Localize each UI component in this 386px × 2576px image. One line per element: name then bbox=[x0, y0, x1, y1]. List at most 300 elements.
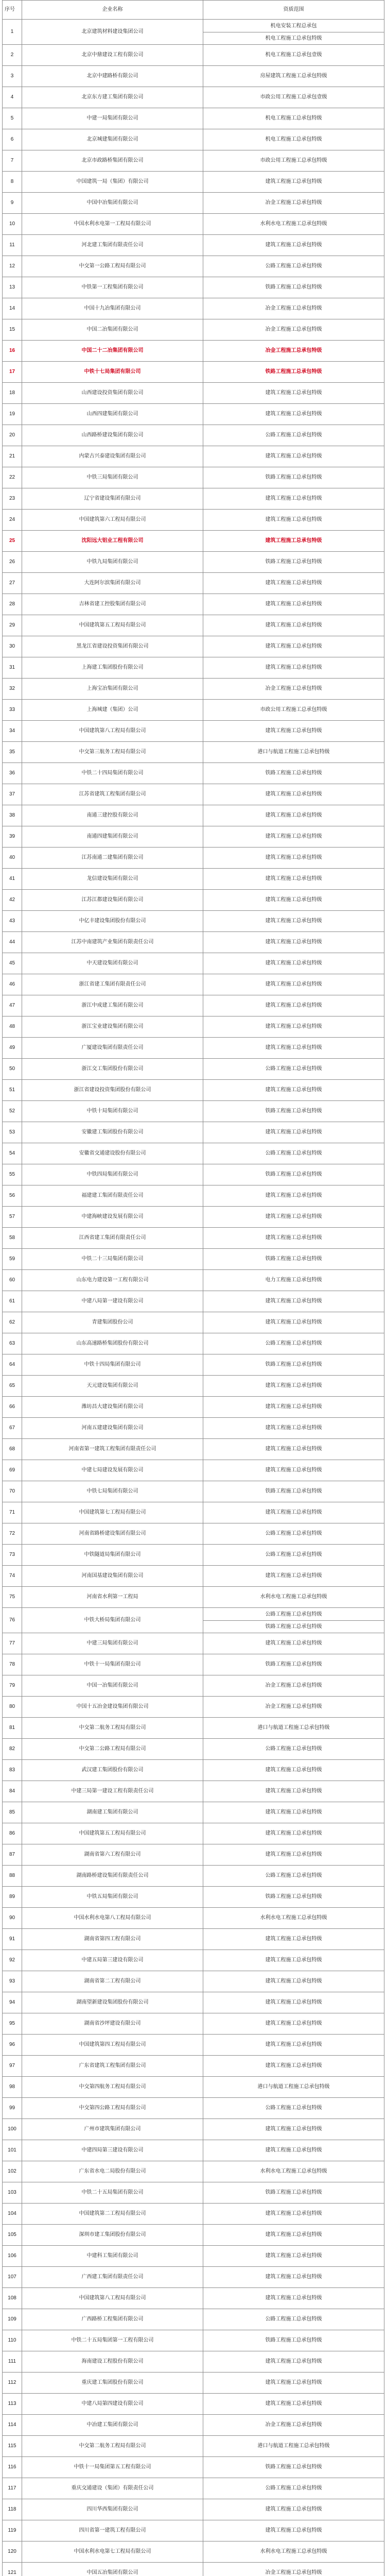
enterprise-name: 深圳市建工集团股份有限公司 bbox=[22, 2225, 203, 2246]
enterprise-name: 中国十五冶金建设集团有限公司 bbox=[22, 1697, 203, 1718]
table-row bbox=[3, 911, 384, 932]
enterprise-name: 河北建工集团有限责任公司 bbox=[22, 235, 203, 256]
table-row bbox=[3, 995, 384, 1016]
table-row bbox=[3, 594, 384, 615]
header-no: 序号 bbox=[3, 1, 22, 20]
table-row bbox=[3, 1587, 384, 1608]
enterprise-name: 中建三局第一建设工程有限责任公司 bbox=[22, 1781, 203, 1802]
qualification-scope: 建筑工程施工总承包特级 bbox=[203, 1950, 384, 1971]
row-number: 94 bbox=[3, 1992, 22, 2013]
enterprise-name: 辽宁省建设集团有限公司 bbox=[22, 488, 203, 510]
qualification-scope: 建筑工程施工总承包特级 bbox=[203, 721, 384, 742]
enterprise-name: 潍坊昌大建设集团有限公司 bbox=[22, 1397, 203, 1418]
table-row bbox=[3, 193, 384, 214]
qualification-scope: 铁路工程施工总承包特级 bbox=[203, 2457, 384, 2478]
qualification-scope: 建筑工程施工总承包特级 bbox=[203, 2351, 384, 2372]
qualification-scope: 建筑工程施工总承包特级 bbox=[203, 2288, 384, 2309]
table-row bbox=[3, 869, 384, 890]
row-number: 34 bbox=[3, 721, 22, 742]
row-number: 71 bbox=[3, 1502, 22, 1523]
enterprise-name: 中国建筑第七工程局有限公司 bbox=[22, 1502, 203, 1523]
row-number: 50 bbox=[3, 1059, 22, 1080]
table-row bbox=[3, 446, 384, 467]
qualification-scope: 建筑工程施工总承包特级 bbox=[203, 2394, 384, 2415]
enterprise-name: 广东省水电二局股份有限公司 bbox=[22, 2161, 203, 2182]
enterprise-name: 黑龙江省建设投资集团有限公司 bbox=[22, 636, 203, 657]
qualification-scope: 建筑工程施工总承包特级 bbox=[203, 1038, 384, 1059]
qualification-scope: 冶金工程施工总承包特级 bbox=[203, 1675, 384, 1697]
row-number: 106 bbox=[3, 2246, 22, 2267]
row-number: 121 bbox=[3, 2563, 22, 2576]
table-row bbox=[3, 1164, 384, 1185]
qualification-scope: 建筑工程施工总承包特级 bbox=[203, 805, 384, 826]
row-number: 65 bbox=[3, 1376, 22, 1397]
qualification-scope: 建筑工程施工总承包特级 bbox=[203, 848, 384, 869]
table-row bbox=[3, 1971, 384, 1992]
table-row bbox=[3, 1823, 384, 1844]
table-row bbox=[3, 1481, 384, 1502]
row-number: 35 bbox=[3, 742, 22, 763]
row-number: 46 bbox=[3, 974, 22, 995]
enterprise-name: 大连阿尔滨集团有限公司 bbox=[22, 573, 203, 594]
row-number: 116 bbox=[3, 2457, 22, 2478]
table-row bbox=[3, 2541, 384, 2563]
qualification-scope: 公路工程施工总承包特级 bbox=[203, 1143, 384, 1164]
qualification-scope: 市政公用工程施工总承包特级 bbox=[203, 700, 384, 721]
qualification-scope: 铁路工程施工总承包特级 bbox=[203, 2330, 384, 2351]
row-number: 38 bbox=[3, 805, 22, 826]
row-number: 109 bbox=[3, 2309, 22, 2330]
table-row bbox=[3, 2140, 384, 2161]
row-number: 79 bbox=[3, 1675, 22, 1697]
enterprise-name: 中冶建工集团有限公司 bbox=[22, 2415, 203, 2436]
enterprise-name: 安徽省交通建设股份有限公司 bbox=[22, 1143, 203, 1164]
qualification-scope: 建筑工程施工总承包特级 bbox=[203, 1312, 384, 1333]
row-number: 6 bbox=[3, 129, 22, 150]
table-row bbox=[3, 2478, 384, 2499]
enterprise-name: 中国建筑第五工程局有限公司 bbox=[22, 615, 203, 636]
row-number: 44 bbox=[3, 932, 22, 953]
table-row bbox=[3, 784, 384, 805]
enterprise-name: 河南省水利第一工程局 bbox=[22, 1587, 203, 1608]
row-number: 20 bbox=[3, 425, 22, 446]
row-number: 48 bbox=[3, 1016, 22, 1038]
qualification-scope: 公路工程施工总承包特级 bbox=[203, 256, 384, 277]
enterprise-name: 中国水利水电第七工程局有限公司 bbox=[22, 2541, 203, 2563]
table-row bbox=[3, 45, 384, 66]
row-number: 27 bbox=[3, 573, 22, 594]
enterprise-name: 中铁二十五局集团有限公司 bbox=[22, 2182, 203, 2204]
enterprise-name: 中亿丰建设集团股份有限公司 bbox=[22, 911, 203, 932]
row-number: 49 bbox=[3, 1038, 22, 1059]
table-row bbox=[3, 573, 384, 594]
table-row bbox=[3, 974, 384, 995]
enterprise-name: 中铁大桥局集团有限公司 bbox=[22, 1608, 203, 1633]
table-row bbox=[3, 277, 384, 298]
enterprise-table bbox=[2, 0, 384, 2576]
enterprise-name: 中铁隧道局集团有限公司 bbox=[22, 1545, 203, 1566]
qualification-scope: 铁路工程施工总承包特级 bbox=[203, 362, 384, 383]
qualification-scope: 建筑工程施工总承包特级 bbox=[203, 2225, 384, 2246]
row-number: 112 bbox=[3, 2372, 22, 2394]
qualification-scope: 建筑工程施工总承包特级 bbox=[203, 1291, 384, 1312]
enterprise-name: 山西路桥建设集团有限公司 bbox=[22, 425, 203, 446]
qualification-scope: 房屋建筑工程施工总承包特级 bbox=[203, 66, 384, 87]
enterprise-name: 浙江中成建工集团有限公司 bbox=[22, 995, 203, 1016]
enterprise-name: 湖南路桥建设集团有限责任公司 bbox=[22, 1866, 203, 1887]
qualification-scope: 建筑工程施工总承包特级 bbox=[203, 235, 384, 256]
qualification-scope-line: 机电工程施工总承包特级 bbox=[265, 35, 322, 41]
enterprise-name: 北京东方建工集团有限公司 bbox=[22, 87, 203, 108]
table-row bbox=[3, 2035, 384, 2056]
row-number: 91 bbox=[3, 1929, 22, 1950]
qualification-scope: 机电工程施工总承包特级 bbox=[203, 129, 384, 150]
enterprise-name: 龙信建设集团有限公司 bbox=[22, 869, 203, 890]
enterprise-name: 中建七局建设发展有限公司 bbox=[22, 1460, 203, 1481]
row-number: 103 bbox=[3, 2182, 22, 2204]
table-row bbox=[3, 319, 384, 341]
row-number: 21 bbox=[3, 446, 22, 467]
qualification-scope: 市政公用工程施工总承包特级 bbox=[203, 150, 384, 172]
qualification-scope: 铁路工程施工总承包特级 bbox=[203, 1354, 384, 1376]
row-number: 55 bbox=[3, 1164, 22, 1185]
enterprise-name: 江苏中南建筑产业集团有限责任公司 bbox=[22, 932, 203, 953]
row-number: 104 bbox=[3, 2204, 22, 2225]
enterprise-name: 重庆建工集团股份有限公司 bbox=[22, 2372, 203, 2394]
enterprise-name: 吉林省建工控股集团有限公司 bbox=[22, 594, 203, 615]
row-number: 59 bbox=[3, 1249, 22, 1270]
row-number: 52 bbox=[3, 1101, 22, 1122]
enterprise-name: 中建一局集团有限公司 bbox=[22, 108, 203, 129]
table-row bbox=[3, 2351, 384, 2372]
enterprise-name: 湖南省第六工程有限公司 bbox=[22, 1844, 203, 1866]
table-row bbox=[3, 1312, 384, 1333]
enterprise-name: 中建三局集团有限公司 bbox=[22, 1633, 203, 1654]
qualification-scope: 机电工程施工总承包特级 bbox=[203, 108, 384, 129]
table-row bbox=[3, 87, 384, 108]
enterprise-name: 福建建工集团有限责任公司 bbox=[22, 1185, 203, 1207]
enterprise-name: 中铁十一局集团第五工程有限公司 bbox=[22, 2457, 203, 2478]
enterprise-name: 中国建筑第二工程局有限公司 bbox=[22, 2204, 203, 2225]
enterprise-name: 中交第二航务工程局有限公司 bbox=[22, 2436, 203, 2457]
qualification-scope: 建筑工程施工总承包特级 bbox=[203, 1633, 384, 1654]
row-number: 108 bbox=[3, 2288, 22, 2309]
row-number: 57 bbox=[3, 1207, 22, 1228]
table-row bbox=[3, 425, 384, 446]
enterprise-name: 浙江宝业建设集团有限公司 bbox=[22, 1016, 203, 1038]
enterprise-name: 北京市政路桥集团有限公司 bbox=[22, 150, 203, 172]
row-number: 96 bbox=[3, 2035, 22, 2056]
enterprise-name: 中国建筑第八工程局有限公司 bbox=[22, 721, 203, 742]
qualification-scope: 建筑工程施工总承包特级 bbox=[203, 826, 384, 848]
table-row bbox=[3, 1101, 384, 1122]
qualification-scope: 公路工程施工总承包特级 bbox=[203, 2098, 384, 2119]
enterprise-name: 河南省第一建筑工程集团有限责任公司 bbox=[22, 1439, 203, 1460]
table-row bbox=[3, 1439, 384, 1460]
qualification-scope: 冶金工程施工总承包特级 bbox=[203, 298, 384, 319]
table-row bbox=[3, 1866, 384, 1887]
row-number: 110 bbox=[3, 2330, 22, 2351]
enterprise-name: 广东省建筑工程集团有限公司 bbox=[22, 2056, 203, 2077]
qualification-scope: 铁路工程施工总承包特级 bbox=[203, 467, 384, 488]
qualification-scope: 建筑工程施工总承包特级 bbox=[203, 1802, 384, 1823]
enterprise-name: 中国水利水电第一工程局有限公司 bbox=[22, 214, 203, 235]
row-number: 99 bbox=[3, 2098, 22, 2119]
enterprise-name: 中国建筑第四工程局有限公司 bbox=[22, 2035, 203, 2056]
table-row bbox=[3, 1270, 384, 1291]
table-row bbox=[3, 2499, 384, 2520]
qualification-scope: 铁路工程施工总承包特级 bbox=[203, 763, 384, 784]
qualification-scope: 市政公用工程施工总承包壹级 bbox=[203, 87, 384, 108]
table-row bbox=[3, 2267, 384, 2288]
enterprise-name: 浙江省建设投资集团股份有限公司 bbox=[22, 1080, 203, 1101]
table-row bbox=[3, 1376, 384, 1397]
enterprise-name: 中国一冶集团有限公司 bbox=[22, 1675, 203, 1697]
qualification-scope: 建筑工程施工总承包特级 bbox=[203, 1823, 384, 1844]
table-row bbox=[3, 2394, 384, 2415]
qualification-scope: 水利水电工程施工总承包特级 bbox=[203, 1908, 384, 1929]
table-row bbox=[3, 256, 384, 277]
table-row bbox=[3, 341, 384, 362]
enterprise-name: 广州市建筑集团有限公司 bbox=[22, 2119, 203, 2140]
table-row bbox=[3, 2182, 384, 2204]
qualification-scope: 建筑工程施工总承包特级 bbox=[203, 2056, 384, 2077]
qualification-scope: 铁路工程施工总承包特级 bbox=[203, 1164, 384, 1185]
table-row bbox=[3, 362, 384, 383]
table-row bbox=[3, 1608, 384, 1633]
enterprise-name: 南通四建集团有限公司 bbox=[22, 826, 203, 848]
qualification-scope: 公路工程施工总承包特级 bbox=[203, 1545, 384, 1566]
enterprise-name: 江苏省建筑工程集团有限公司 bbox=[22, 784, 203, 805]
enterprise-name: 中铁二十三局集团有限公司 bbox=[22, 1249, 203, 1270]
qualification-scope: 水利水电工程施工总承包特级 bbox=[203, 2541, 384, 2563]
row-number: 17 bbox=[3, 362, 22, 383]
table-row bbox=[3, 1523, 384, 1545]
qualification-scope: 建筑工程施工总承包特级 bbox=[203, 1397, 384, 1418]
row-number: 98 bbox=[3, 2077, 22, 2098]
table-row bbox=[3, 1802, 384, 1823]
row-number: 31 bbox=[3, 657, 22, 679]
row-number: 75 bbox=[3, 1587, 22, 1608]
enterprise-name: 中交第二公路工程局有限公司 bbox=[22, 1739, 203, 1760]
row-number: 68 bbox=[3, 1439, 22, 1460]
table-row bbox=[3, 2563, 384, 2576]
enterprise-name: 中铁十四局集团有限公司 bbox=[22, 1354, 203, 1376]
enterprise-name: 中国建筑第六工程局有限公司 bbox=[22, 510, 203, 531]
table-row bbox=[3, 1633, 384, 1654]
table-row bbox=[3, 1207, 384, 1228]
row-number: 47 bbox=[3, 995, 22, 1016]
qualification-scope: 建筑工程施工总承包特级 bbox=[203, 2035, 384, 2056]
qualification-scope: 建筑工程施工总承包特级 bbox=[203, 1418, 384, 1439]
qualification-scope: 建筑工程施工总承包特级 bbox=[203, 2267, 384, 2288]
enterprise-name: 中交第四公路工程局有限公司 bbox=[22, 2098, 203, 2119]
table-row bbox=[3, 1781, 384, 1802]
enterprise-name: 中国中冶集团有限公司 bbox=[22, 193, 203, 214]
row-number: 61 bbox=[3, 1291, 22, 1312]
table-row bbox=[3, 1760, 384, 1781]
qualification-scope: 建筑工程施工总承包特级 bbox=[203, 1929, 384, 1950]
qualification-scope: 建筑工程施工总承包特级 bbox=[203, 890, 384, 911]
row-number: 26 bbox=[3, 552, 22, 573]
qualification-scope: 建筑工程施工总承包特级 bbox=[203, 932, 384, 953]
qualification-scope: 机电工程施工总承包壹级 bbox=[203, 45, 384, 66]
table-row bbox=[3, 2457, 384, 2478]
table-row bbox=[3, 531, 384, 552]
qualification-scope: 冶金工程施工总承包特级 bbox=[203, 341, 384, 362]
row-number: 72 bbox=[3, 1523, 22, 1545]
table-row bbox=[3, 742, 384, 763]
enterprise-name: 中建海峡建设发展有限公司 bbox=[22, 1207, 203, 1228]
row-number: 51 bbox=[3, 1080, 22, 1101]
qualification-scope: 建筑工程施工总承包特级 bbox=[203, 2372, 384, 2394]
qualification-scope: 公路工程施工总承包特级 bbox=[203, 1333, 384, 1354]
row-number: 81 bbox=[3, 1718, 22, 1739]
table-row bbox=[3, 805, 384, 826]
table-row bbox=[3, 1887, 384, 1908]
qualification-scope: 建筑工程施工总承包特级 bbox=[203, 636, 384, 657]
row-number: 32 bbox=[3, 679, 22, 700]
enterprise-name: 中国五冶集团有限公司 bbox=[22, 2563, 203, 2576]
table-row bbox=[3, 20, 384, 45]
table-row bbox=[3, 932, 384, 953]
row-number: 1 bbox=[3, 20, 22, 45]
table-row bbox=[3, 2225, 384, 2246]
qualification-scope: 建筑工程施工总承包特级 bbox=[203, 2140, 384, 2161]
qualification-scope: 港口与航道工程施工总承包特级 bbox=[203, 742, 384, 763]
enterprise-name: 北京城建集团有限公司 bbox=[22, 129, 203, 150]
qualification-scope: 公路工程施工总承包特级 bbox=[203, 1059, 384, 1080]
row-number: 14 bbox=[3, 298, 22, 319]
enterprise-name: 中交第三航务工程局有限公司 bbox=[22, 742, 203, 763]
qualification-scope: 建筑工程施工总承包特级 bbox=[203, 1376, 384, 1397]
table-row bbox=[3, 1545, 384, 1566]
qualification-scope: 建筑工程施工总承包特级 bbox=[203, 1992, 384, 2013]
qualification-scope: 建筑工程施工总承包特级 bbox=[203, 1228, 384, 1249]
qualification-scope: 建筑工程施工总承包特级 bbox=[203, 2204, 384, 2225]
table-row bbox=[3, 763, 384, 784]
row-number: 90 bbox=[3, 1908, 22, 1929]
table-row bbox=[3, 235, 384, 256]
table-row bbox=[3, 1675, 384, 1697]
row-number: 22 bbox=[3, 467, 22, 488]
table-row bbox=[3, 657, 384, 679]
enterprise-name: 中铁十一局集团有限公司 bbox=[22, 1654, 203, 1675]
enterprise-name: 中铁五局集团有限公司 bbox=[22, 1887, 203, 1908]
qualification-scope: 建筑工程施工总承包特级 bbox=[203, 1207, 384, 1228]
row-number: 60 bbox=[3, 1270, 22, 1291]
row-number: 86 bbox=[3, 1823, 22, 1844]
qualification-scope-line: 公路工程施工总承包特级 bbox=[203, 1608, 384, 1621]
qualification-scope-line: 机电安装工程总承包 bbox=[203, 20, 384, 32]
qualification-scope: 公路工程施工总承包特级 bbox=[203, 1523, 384, 1545]
qualification-scope: 建筑工程施工总承包特级 bbox=[203, 784, 384, 805]
table-row bbox=[3, 2204, 384, 2225]
table-row bbox=[3, 1929, 384, 1950]
row-number: 56 bbox=[3, 1185, 22, 1207]
table-row bbox=[3, 1992, 384, 2013]
row-number: 2 bbox=[3, 45, 22, 66]
row-number: 64 bbox=[3, 1354, 22, 1376]
table-row bbox=[3, 2077, 384, 2098]
table-row bbox=[3, 108, 384, 129]
table-row bbox=[3, 1038, 384, 1059]
row-number: 111 bbox=[3, 2351, 22, 2372]
row-number: 29 bbox=[3, 615, 22, 636]
enterprise-name: 中国建筑第八工程局有限公司 bbox=[22, 2288, 203, 2309]
table-row bbox=[3, 1080, 384, 1101]
table-row bbox=[3, 1908, 384, 1929]
table-row bbox=[3, 172, 384, 193]
table-row bbox=[3, 679, 384, 700]
enterprise-name: 湖南省第二工程有限公司 bbox=[22, 1971, 203, 1992]
table-row bbox=[3, 2098, 384, 2119]
qualification-scope: 冶金工程施工总承包特级 bbox=[203, 193, 384, 214]
enterprise-name: 中铁第一工程集团有限公司 bbox=[22, 277, 203, 298]
row-number: 93 bbox=[3, 1971, 22, 1992]
qualification-scope: 建筑工程施工总承包特级 bbox=[203, 657, 384, 679]
row-number: 12 bbox=[3, 256, 22, 277]
qualification-scope: 建筑工程施工总承包特级 bbox=[203, 594, 384, 615]
qualification-scope: 建筑工程施工总承包特级 bbox=[203, 1185, 384, 1207]
table-row bbox=[3, 1950, 384, 1971]
enterprise-name: 山东高速路桥集团股份有限公司 bbox=[22, 1333, 203, 1354]
qualification-scope: 建筑工程施工总承包特级 bbox=[203, 404, 384, 425]
qualification-scope: 冶金工程施工总承包特级 bbox=[203, 319, 384, 341]
enterprise-name: 河南省路桥建设集团有限公司 bbox=[22, 1523, 203, 1545]
enterprise-name: 中交第二航务工程局有限公司 bbox=[22, 1718, 203, 1739]
row-number: 58 bbox=[3, 1228, 22, 1249]
row-number: 83 bbox=[3, 1760, 22, 1781]
table-row bbox=[3, 129, 384, 150]
row-number: 101 bbox=[3, 2140, 22, 2161]
enterprise-name: 北京中建路桥有限公司 bbox=[22, 66, 203, 87]
qualification-scope: 铁路工程施工总承包特级 bbox=[203, 1101, 384, 1122]
enterprise-name: 中国二十二冶集团有限公司 bbox=[22, 341, 203, 362]
row-number: 63 bbox=[3, 1333, 22, 1354]
table-row bbox=[3, 2013, 384, 2035]
enterprise-name: 湖南建工集团有限公司 bbox=[22, 1802, 203, 1823]
header-enterprise-name: 企业名称 bbox=[22, 1, 203, 20]
table-row bbox=[3, 953, 384, 974]
qualification-scope: 建筑工程施工总承包特级 bbox=[203, 2499, 384, 2520]
table-row bbox=[3, 1249, 384, 1270]
qualification-scope: 建筑工程施工总承包特级 bbox=[203, 1460, 384, 1481]
qualification-scope: 公路工程施工总承包特级 bbox=[203, 2478, 384, 2499]
qualification-scope: 铁路工程施工总承包特级 bbox=[203, 1249, 384, 1270]
qualification-scope: 建筑工程施工总承包特级 bbox=[203, 2119, 384, 2140]
enterprise-name: 上海宝冶集团有限公司 bbox=[22, 679, 203, 700]
enterprise-name: 中国十九冶集团有限公司 bbox=[22, 298, 203, 319]
enterprise-name: 北京建筑材料建设集团公司 bbox=[22, 20, 203, 45]
row-number: 62 bbox=[3, 1312, 22, 1333]
table-row bbox=[3, 1397, 384, 1418]
table-row bbox=[3, 2309, 384, 2330]
enterprise-name: 中铁二十四局集团有限公司 bbox=[22, 763, 203, 784]
enterprise-name: 中建五局第三建设有限公司 bbox=[22, 1950, 203, 1971]
row-number: 54 bbox=[3, 1143, 22, 1164]
row-number: 42 bbox=[3, 890, 22, 911]
table-row bbox=[3, 1418, 384, 1439]
qualification-scope: 建筑工程施工总承包特级 bbox=[203, 1122, 384, 1143]
enterprise-name: 中交第一公路工程局有限公司 bbox=[22, 256, 203, 277]
table-row bbox=[3, 615, 384, 636]
enterprise-name: 江苏江都建设集团有限公司 bbox=[22, 890, 203, 911]
table-row bbox=[3, 1143, 384, 1164]
table-row bbox=[3, 2372, 384, 2394]
qualification-document bbox=[2, 0, 384, 2576]
table-row bbox=[3, 1185, 384, 1207]
